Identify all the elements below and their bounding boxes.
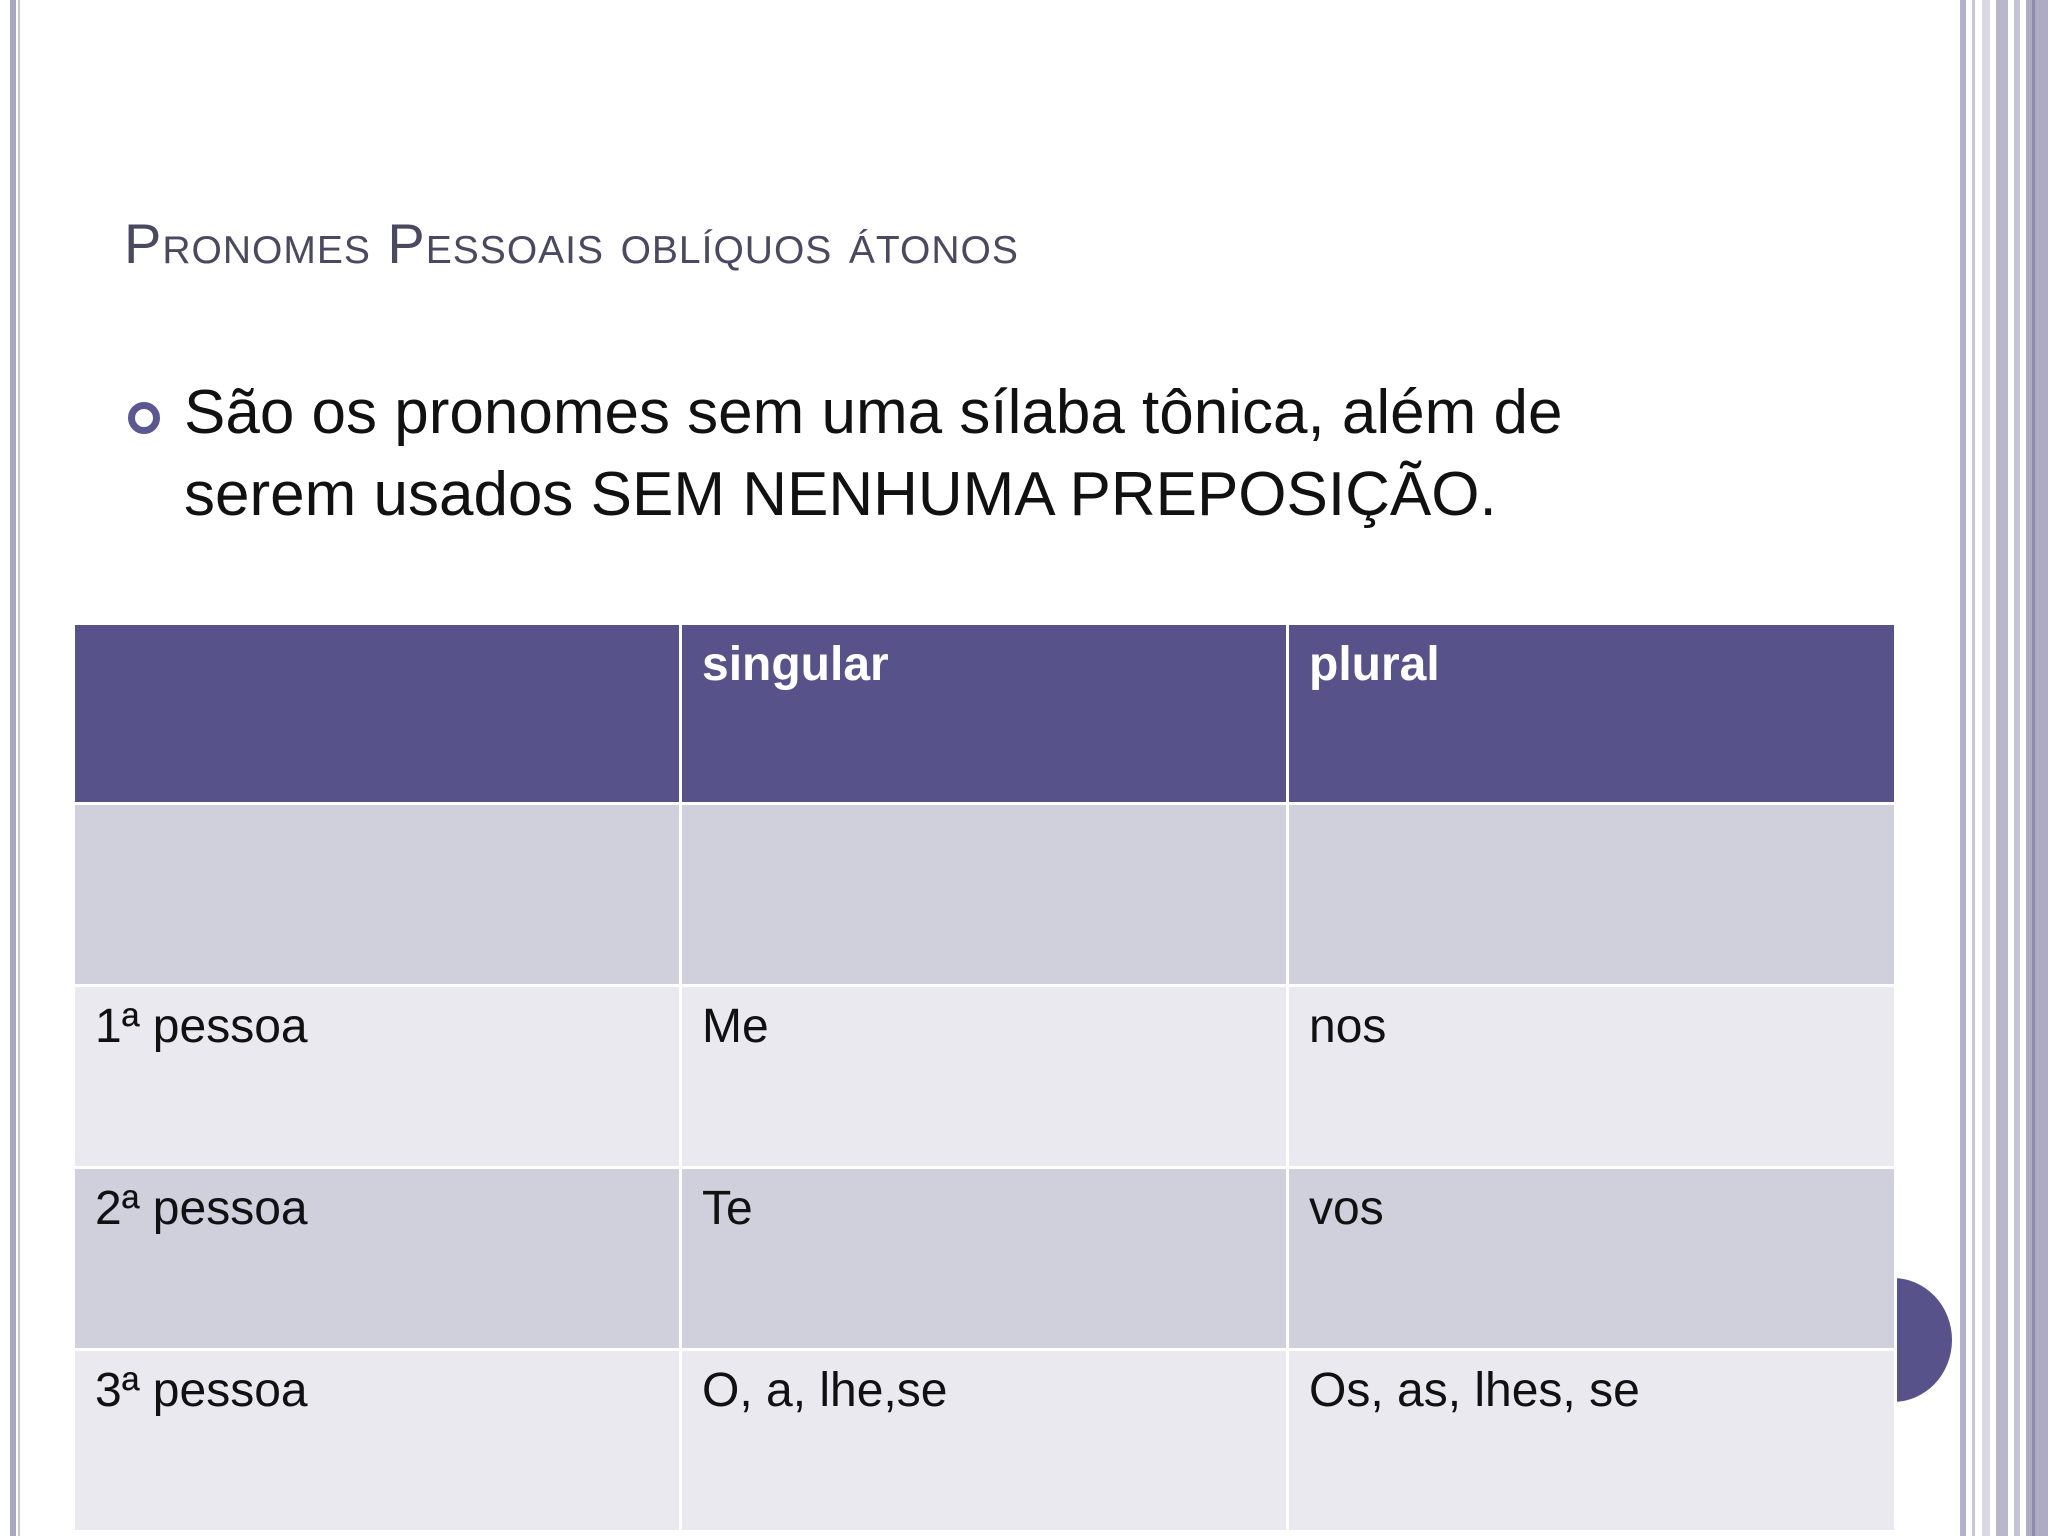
bullet-circle-icon [128, 402, 160, 434]
table-header-row [74, 624, 1896, 804]
table-header-cell [74, 624, 681, 804]
table-cell-person: 1ª pessoa [74, 986, 681, 1168]
table-cell-plural: Os, as, lhes, se [1288, 1350, 1896, 1532]
right-decoration-stripe [2032, 0, 2035, 1536]
table-cell-plural: vos [1288, 1168, 1896, 1350]
right-decoration-stripe [2014, 0, 2020, 1536]
table-cell-person: 2ª pessoa [74, 1168, 681, 1350]
right-decoration-stripe [1960, 0, 1966, 1536]
table-row [74, 986, 1896, 1168]
left-decoration-line [10, 0, 16, 1536]
table-cell [1288, 804, 1896, 986]
table-row [74, 804, 1896, 986]
right-decoration-stripe [1996, 0, 2008, 1536]
right-decoration-stripe [1972, 0, 1975, 1536]
table-cell [681, 804, 1288, 986]
table-header-singular: singular [681, 624, 1288, 804]
table-cell-singular: O, a, lhe,se [681, 1350, 1288, 1532]
table-cell-singular: Te [681, 1168, 1288, 1350]
right-decoration-stripe [2026, 0, 2048, 1536]
table-cell [74, 804, 681, 986]
table-cell-person: 3ª pessoa [74, 1350, 681, 1532]
table-row [74, 1168, 1896, 1350]
left-decoration-line [18, 0, 20, 1536]
table-header-plural: plural [1288, 624, 1896, 804]
pronoun-table [72, 622, 1897, 1533]
right-decoration-stripe [1982, 0, 1990, 1536]
table-cell-singular: Me [681, 986, 1288, 1168]
slide-title: Pronomes Pessoais oblíquos átonos [124, 212, 1019, 275]
table-row [74, 1350, 1896, 1532]
table-cell-plural: nos [1288, 986, 1896, 1168]
pronoun-table-container [72, 622, 1894, 1533]
bullet-text: São os pronomes sem uma sílaba tônica, além de serem usados SEM NENHUMA PREPOSIÇÃO. [184, 378, 1563, 529]
